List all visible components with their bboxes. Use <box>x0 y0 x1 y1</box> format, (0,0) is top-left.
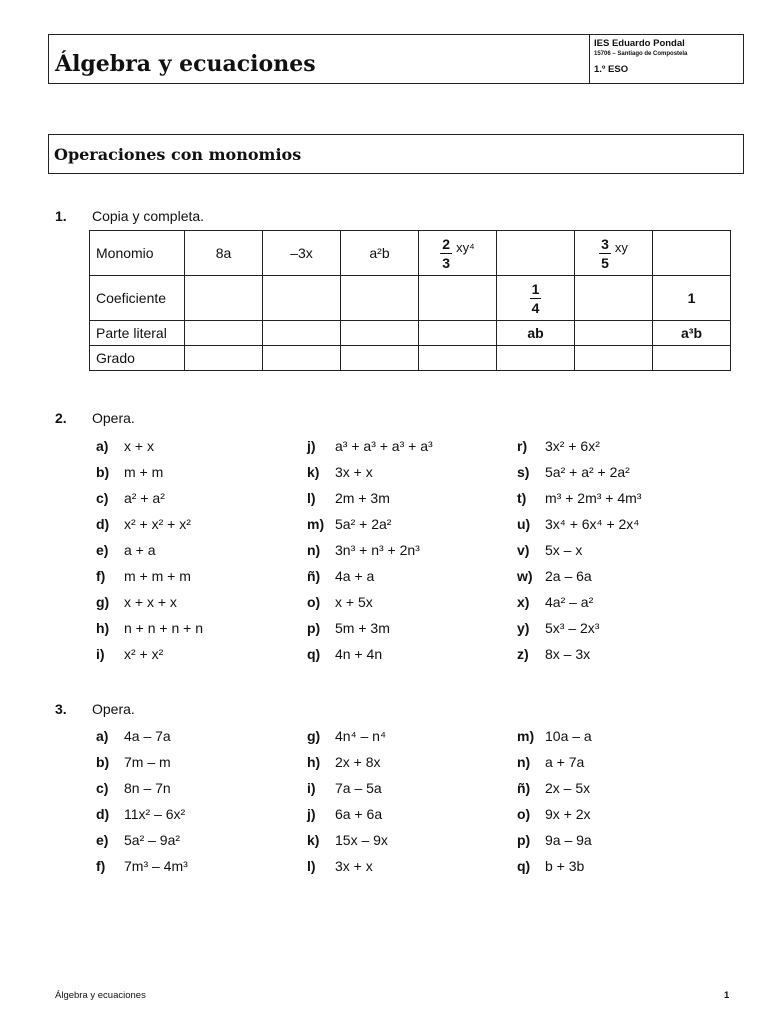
item-expression: 3x + x <box>335 858 373 874</box>
list-item <box>96 490 165 506</box>
literal-part: xy⁴ <box>456 240 475 255</box>
item-expression: 5a² – 9a² <box>124 832 181 848</box>
item-expression: b + 3b <box>545 858 585 874</box>
list-item <box>307 620 390 636</box>
item-expression: 3x² + 6x² <box>545 438 600 454</box>
item-label: c) <box>96 780 109 796</box>
coef-cell-fraction <box>497 276 575 321</box>
list-item <box>517 780 590 796</box>
item-label: d) <box>96 806 110 822</box>
monomio-cell: 8a <box>185 231 263 276</box>
item-label: u) <box>517 516 531 532</box>
list-item <box>307 646 382 662</box>
item-expression: n + n + n + n <box>124 620 204 636</box>
item-expression: 9x + 2x <box>545 806 591 822</box>
school-name: IES Eduardo Pondal <box>594 38 685 49</box>
table-row-grado <box>90 346 731 371</box>
school-address: 15706 – Santiago de Compostela <box>594 51 688 57</box>
fraction-numerator: 1 <box>531 280 540 297</box>
item-expression: 3n³ + n³ + 2n³ <box>335 542 420 558</box>
item-expression: m³ + 2m³ + 4m³ <box>545 490 642 506</box>
fraction-denominator: 3 <box>442 255 451 271</box>
item-label: f) <box>96 858 106 874</box>
list-item <box>517 858 584 874</box>
grado-cell <box>497 346 575 371</box>
list-item <box>96 832 180 848</box>
list-item <box>517 806 591 822</box>
item-label: a) <box>96 438 109 454</box>
item-label: j) <box>307 438 316 454</box>
item-expression: 4a + a <box>335 568 375 584</box>
list-item <box>96 806 185 822</box>
item-label: d) <box>96 516 110 532</box>
item-expression: x² + x² + x² <box>124 516 191 532</box>
coef-cell <box>185 276 263 321</box>
item-label: h) <box>307 754 321 770</box>
item-label: a) <box>96 728 109 744</box>
list-item <box>517 832 592 848</box>
item-label: e) <box>96 542 109 558</box>
item-label: y) <box>517 620 530 636</box>
item-label: ñ) <box>517 780 531 796</box>
item-expression: 8x – 3x <box>545 646 591 662</box>
item-label: m) <box>307 516 325 532</box>
item-expression: x + x + x <box>124 594 177 610</box>
item-label: k) <box>307 464 320 480</box>
list-item <box>307 516 391 532</box>
item-expression: 5a² + a² + 2a² <box>545 464 630 480</box>
monomio-cell: –3x <box>263 231 341 276</box>
item-expression: 2a – 6a <box>545 568 592 584</box>
item-expression: 7m – m <box>124 754 171 770</box>
coef-cell <box>341 276 419 321</box>
header-box <box>48 34 744 84</box>
item-expression: 7m³ – 4m³ <box>124 858 188 874</box>
row-head-monomio: Monomio <box>90 231 185 276</box>
list-item <box>517 568 592 584</box>
item-label: o) <box>307 594 321 610</box>
list-item <box>307 728 386 744</box>
item-expression: 8n – 7n <box>124 780 171 796</box>
item-expression: 7a – 5a <box>335 780 382 796</box>
literal-cell <box>185 321 263 346</box>
item-expression: a³ + a³ + a³ + a³ <box>335 438 433 454</box>
item-label: e) <box>96 832 109 848</box>
exercise-1-number: 1. <box>55 208 67 224</box>
item-label: z) <box>517 646 529 662</box>
item-expression: 4a – 7a <box>124 728 171 744</box>
item-label: b) <box>96 754 110 770</box>
list-item <box>307 568 374 584</box>
list-item <box>96 464 163 480</box>
list-item <box>307 832 388 848</box>
list-item <box>96 858 188 874</box>
item-label: q) <box>517 858 531 874</box>
item-expression: 2m + 3m <box>335 490 390 506</box>
item-expression: 3x + x <box>335 464 373 480</box>
list-item <box>517 464 630 480</box>
item-expression: 5m + 3m <box>335 620 390 636</box>
item-expression: m + m <box>124 464 164 480</box>
table-row-literal <box>90 321 731 346</box>
fraction-numerator: 2 <box>442 236 451 252</box>
monomio-cell <box>497 231 575 276</box>
item-label: o) <box>517 806 531 822</box>
literal-cell <box>263 321 341 346</box>
list-item <box>96 438 154 454</box>
list-item <box>517 542 582 558</box>
list-item <box>96 542 156 558</box>
row-head-coeficiente: Coeficiente <box>90 276 185 321</box>
item-label: g) <box>96 594 110 610</box>
list-item <box>96 516 191 532</box>
grado-cell <box>263 346 341 371</box>
item-label: k) <box>307 832 320 848</box>
item-label: n) <box>517 754 531 770</box>
item-expression: m + m + m <box>124 568 191 584</box>
item-label: n) <box>307 542 321 558</box>
item-expression: a + 7a <box>545 754 585 770</box>
row-head-grado: Grado <box>90 346 185 371</box>
list-item <box>307 754 381 770</box>
list-item <box>307 594 373 610</box>
item-label: r) <box>517 438 528 454</box>
list-item <box>96 728 171 744</box>
list-item <box>96 594 177 610</box>
item-label: t) <box>517 490 527 506</box>
item-label: g) <box>307 728 321 744</box>
item-expression: 5a² + 2a² <box>335 516 392 532</box>
list-item <box>307 858 373 874</box>
coef-cell <box>419 276 497 321</box>
list-item <box>517 646 590 662</box>
list-item <box>96 754 171 770</box>
page-number: 1 <box>724 990 730 1001</box>
school-info <box>589 35 743 83</box>
item-label: m) <box>517 728 535 744</box>
item-label: f) <box>96 568 106 584</box>
exercise-1-instruction: Copia y completa. <box>92 208 205 224</box>
item-label: ñ) <box>307 568 321 584</box>
item-expression: 4a² – a² <box>545 594 594 610</box>
list-item <box>307 464 373 480</box>
item-expression: x + 5x <box>335 594 373 610</box>
list-item <box>307 542 420 558</box>
list-item <box>307 806 382 822</box>
item-label: l) <box>307 490 316 506</box>
item-expression: 6a + 6a <box>335 806 383 822</box>
literal-part: xy <box>614 240 628 255</box>
fraction-numerator: 3 <box>601 236 609 252</box>
item-label: p) <box>307 620 321 636</box>
item-label: w) <box>517 568 533 584</box>
list-item <box>517 620 599 636</box>
item-expression: 4n⁴ – n⁴ <box>335 728 386 744</box>
document-title: Álgebra y ecuaciones <box>55 51 316 77</box>
table-row-monomio <box>90 231 731 276</box>
item-label: b) <box>96 464 110 480</box>
grado-cell <box>419 346 497 371</box>
literal-cell: a³b <box>653 321 731 346</box>
item-expression: 3x⁴ + 6x⁴ + 2x⁴ <box>545 516 640 532</box>
item-expression: 4n + 4n <box>335 646 383 662</box>
item-label: x) <box>517 594 530 610</box>
literal-cell <box>341 321 419 346</box>
item-expression: 11x² – 6x² <box>124 806 186 822</box>
list-item <box>96 646 163 662</box>
footer-title: Álgebra y ecuaciones <box>55 990 146 1001</box>
fraction-denominator: 5 <box>601 255 609 271</box>
monomio-cell <box>653 231 731 276</box>
grado-cell <box>341 346 419 371</box>
item-label: v) <box>517 542 530 558</box>
row-head-literal: Parte literal <box>90 321 185 346</box>
exercise-2-number: 2. <box>55 410 67 426</box>
list-item <box>307 780 382 796</box>
item-expression: 2x – 5x <box>545 780 591 796</box>
list-item <box>96 780 171 796</box>
monomio-cell-fraction <box>575 231 653 276</box>
literal-cell <box>419 321 497 346</box>
item-expression: 2x + 8x <box>335 754 381 770</box>
item-label: i) <box>307 780 316 796</box>
table-row-coeficiente <box>90 276 731 321</box>
item-label: j) <box>307 806 316 822</box>
list-item <box>307 490 390 506</box>
item-expression: 5x – x <box>545 542 583 558</box>
exercise-3-number: 3. <box>55 701 67 717</box>
grado-cell <box>653 346 731 371</box>
coef-cell: 1 <box>653 276 731 321</box>
item-expression: 9a – 9a <box>545 832 592 848</box>
list-item <box>96 620 203 636</box>
list-item <box>517 516 639 532</box>
monomial-table <box>89 230 731 371</box>
list-item <box>307 438 433 454</box>
fraction-denominator: 4 <box>531 299 540 316</box>
section-title: Operaciones con monomios <box>48 134 744 174</box>
item-label: i) <box>96 646 105 662</box>
grado-cell <box>185 346 263 371</box>
list-item <box>517 594 593 610</box>
literal-cell: ab <box>497 321 575 346</box>
item-expression: 10a – a <box>545 728 592 744</box>
literal-cell <box>575 321 653 346</box>
item-expression: a² + a² <box>124 490 165 506</box>
item-label: h) <box>96 620 110 636</box>
item-label: q) <box>307 646 321 662</box>
school-level: 1.º ESO <box>594 64 629 75</box>
monomio-cell-fraction <box>419 231 497 276</box>
list-item <box>517 490 641 506</box>
item-expression: a + a <box>124 542 156 558</box>
item-expression: 5x³ – 2x³ <box>545 620 600 636</box>
list-item <box>517 754 584 770</box>
list-item <box>96 568 191 584</box>
list-item <box>517 438 600 454</box>
item-expression: x + x <box>124 438 154 454</box>
coef-cell <box>263 276 341 321</box>
item-label: c) <box>96 490 109 506</box>
coef-cell <box>575 276 653 321</box>
item-expression: x² + x² <box>124 646 164 662</box>
item-label: s) <box>517 464 530 480</box>
monomio-cell: a²b <box>341 231 419 276</box>
exercise-2-instruction: Opera. <box>92 410 135 426</box>
grado-cell <box>575 346 653 371</box>
item-label: p) <box>517 832 531 848</box>
exercise-3-instruction: Opera. <box>92 701 135 717</box>
list-item <box>517 728 592 744</box>
item-label: l) <box>307 858 316 874</box>
item-expression: 15x – 9x <box>335 832 388 848</box>
